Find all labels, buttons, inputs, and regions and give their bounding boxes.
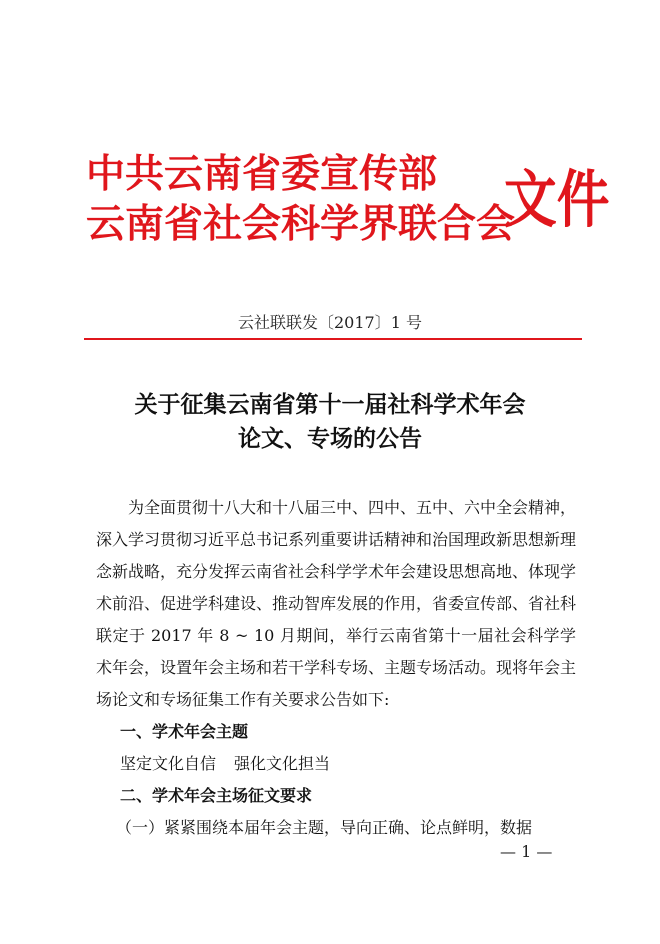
theme-part-a: 坚定文化自信 bbox=[120, 754, 217, 773]
title-line-1: 关于征集云南省第十一届社科学术年会 bbox=[134, 391, 526, 418]
section-1-theme bbox=[96, 748, 576, 780]
title-line-2: 论文、专场的公告 bbox=[238, 425, 422, 452]
document-number: 云社联联发〔2017〕1 号 bbox=[238, 313, 422, 332]
document-type-label: 文件 bbox=[504, 163, 610, 236]
red-divider bbox=[84, 338, 582, 340]
document-title bbox=[0, 388, 660, 456]
issuing-org-2: 云南省社会科学界联合会 bbox=[86, 201, 516, 247]
section-2-item-1: （一）紧紧围绕本届年会主题，导向正确、论点鲜明，数据 bbox=[116, 818, 533, 837]
theme-part-b: 强化文化担当 bbox=[234, 754, 331, 773]
section-2-heading: 二、学术年会主场征文要求 bbox=[120, 786, 313, 805]
document-body bbox=[96, 492, 576, 844]
intro-paragraph: 为全面贯彻十八大和十八届三中、四中、五中、六中全会精神，深入学习贯彻习近平总书记系列重要讲话精神和治国理政新思想新理念新战略，充分发挥云南省社会科学学术年会建设思想高地、体现学术前沿、促进学科建设、推动智库发展的作用，省委宣传部、省社科联定于 2017 年 8 ~ 10 月期间，举行云南省第十一届社会科学学术年会，设置年会主场和若干学科专场、主题专场活动。现将年会主场论文和专场征集工作有关要求公告如下: bbox=[96, 498, 577, 709]
issuing-org-1: 中共云南省委宣传部 bbox=[86, 151, 438, 197]
page-number: — 1 — bbox=[500, 842, 553, 861]
document-header bbox=[86, 150, 610, 260]
section-1-heading: 一、学术年会主题 bbox=[120, 722, 249, 741]
